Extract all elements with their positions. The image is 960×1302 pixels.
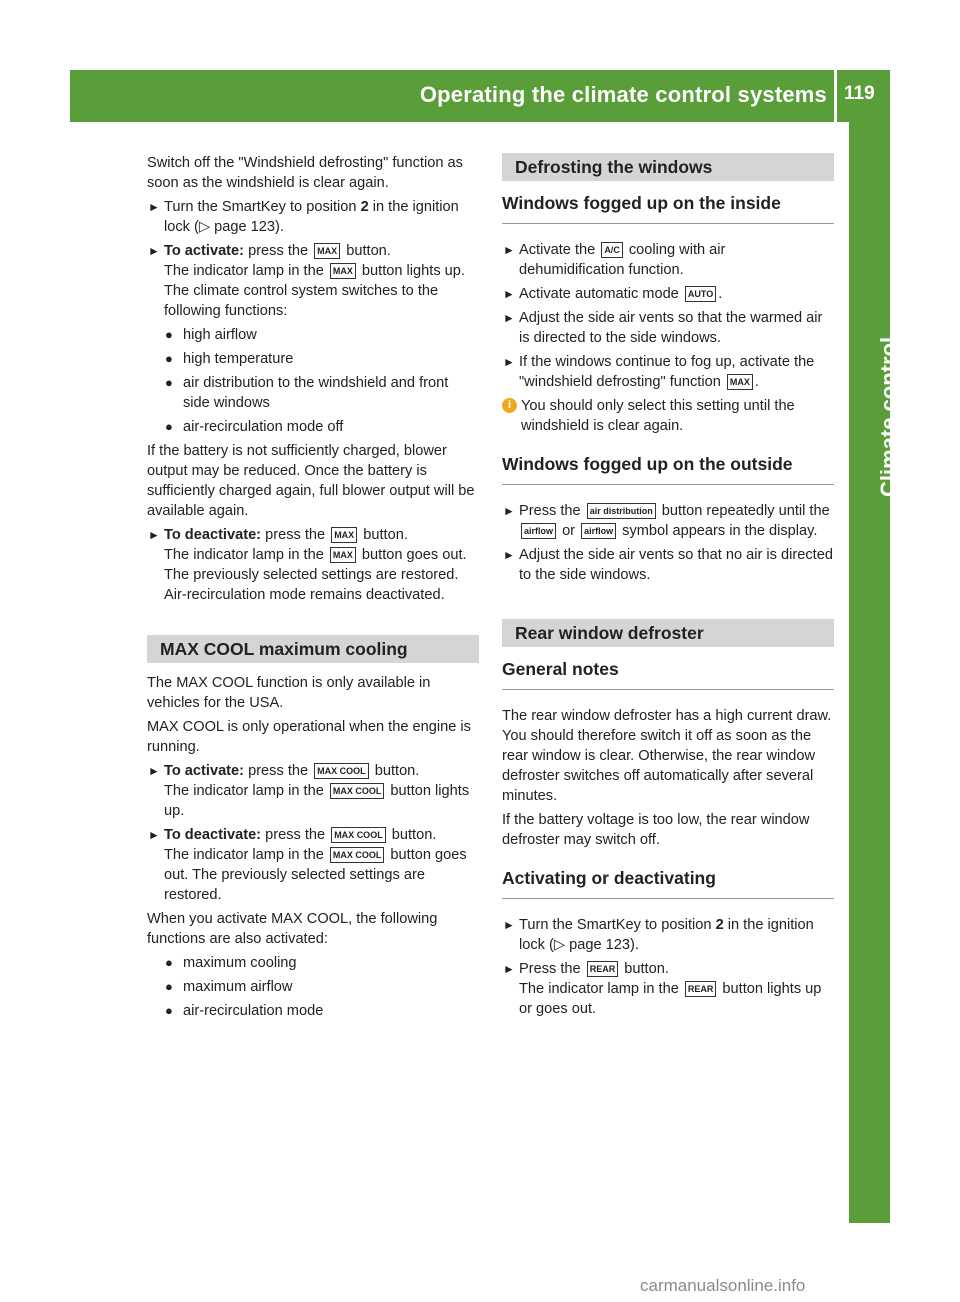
list-item: ● air distribution to the windshield and front side windows <box>165 375 449 411</box>
step-activate-ac: ► Activate the A/C cooling with air dehumidification function. <box>503 242 726 278</box>
step-arrow-icon: ► <box>503 355 515 369</box>
step-arrow-icon: ► <box>148 528 160 542</box>
bullet-icon: ● <box>165 351 173 366</box>
defrost-max-icon: MAX <box>330 547 356 563</box>
step-activate: ► To activate: press the MAX button. The indicator lamp in the MAX button lights up. The climate control system switches to the following functions: <box>148 243 465 319</box>
page-header-title: Operating the climate control systems <box>419 82 827 107</box>
page-number: 119 <box>844 83 875 104</box>
right-column <box>502 153 834 1023</box>
bullet-icon: ● <box>165 327 173 342</box>
list-item: ● air-recirculation mode off <box>165 419 344 435</box>
list-item: ● air-recirculation mode <box>165 1003 324 1019</box>
airflow-center-footwell-icon: airflow <box>581 523 616 539</box>
step-press-airflow: ► Press the air distribution button repeatedly until the airflow or airflow symbol appears in the display. <box>503 503 830 539</box>
subheading-fogged-outside: Windows fogged up on the outside <box>502 452 834 485</box>
step-adjust-vents-warm: ► Adjust the side air vents so that the warmed air is directed to the side windows. <box>503 310 823 346</box>
step-arrow-icon: ► <box>503 311 515 325</box>
bullet-icon: ● <box>165 955 173 970</box>
max-cool-functions-intro: When you activate MAX COOL, the following functions are also activated: <box>147 911 438 947</box>
list-item: ● maximum airflow <box>165 979 293 995</box>
general-note-1: The rear window defroster has a high current draw. You should therefore switch it off as soon as the rear window is clear. Otherwise, the rear window defroster switches off automatically after several minutes. <box>502 708 832 804</box>
section-heading-max-cool: MAX COOL maximum cooling <box>147 635 479 663</box>
step-press-rear: ► Press the REAR button. The indicator lamp in the REAR button lights up or goes out. <box>503 961 822 1017</box>
defrost-max-icon: MAX <box>331 527 357 543</box>
max-cool-engine-note: MAX COOL is only operational when the engine is running. <box>147 719 471 755</box>
step-arrow-icon: ► <box>503 548 515 562</box>
general-note-2: If the battery voltage is too low, the rear window defroster may switch off. <box>502 812 810 848</box>
step-arrow-icon: ► <box>148 244 160 258</box>
rear-defrost-icon: REAR <box>685 981 717 997</box>
header-bar <box>70 70 890 122</box>
air-distribution-icon: air distribution <box>587 503 656 519</box>
side-tab <box>849 122 890 1223</box>
step-deactivate: ► To deactivate: press the MAX button. The indicator lamp in the MAX button goes out. The previously selected settings are restored. Air-recirculation mode remains deactivated. <box>148 527 467 603</box>
list-item: ● high airflow <box>165 327 257 343</box>
max-cool-icon: MAX COOL <box>330 783 385 799</box>
page-ref-icon: ▷ <box>553 937 566 953</box>
step-arrow-icon: ► <box>148 200 160 214</box>
rear-defrost-icon: REAR <box>587 961 619 977</box>
max-cool-icon: MAX COOL <box>314 763 369 779</box>
defrost-max-icon: MAX <box>314 243 340 259</box>
step-max-cool-deactivate: ► To deactivate: press the MAX COOL button. The indicator lamp in the MAX COOL button goes out. The previously selected settings are restored. <box>148 827 467 903</box>
step-turn-key: ► Turn the SmartKey to position 2 in the ignition lock (▷ page 123). <box>148 199 459 235</box>
intro-text: Switch off the "Windshield defrosting" function as soon as the windshield is clear again. <box>147 155 463 191</box>
bullet-icon: ● <box>165 375 173 390</box>
step-arrow-icon: ► <box>503 287 515 301</box>
info-icon: i <box>502 398 517 413</box>
step-max-cool-activate: ► To activate: press the MAX COOL button. The indicator lamp in the MAX COOL button lights up. <box>148 763 470 819</box>
section-heading-rear-defroster: Rear window defroster <box>502 619 834 647</box>
auto-icon: AUTO <box>685 286 716 302</box>
step-arrow-icon: ► <box>148 828 160 842</box>
defrost-max-icon: MAX <box>330 263 356 279</box>
step-arrow-icon: ► <box>503 504 515 518</box>
step-turn-key-rear: ► Turn the SmartKey to position 2 in the ignition lock (▷ page 123). <box>503 917 814 953</box>
step-windshield-defrost: ► If the windows continue to fog up, activate the "windshield defrosting" function MAX . <box>503 354 815 390</box>
defrost-max-icon: MAX <box>727 374 753 390</box>
side-tab-label: Climate control <box>876 336 901 497</box>
info-note: i You should only select this setting until the windshield is clear again. <box>502 396 834 436</box>
step-auto-mode: ► Activate automatic mode AUTO . <box>503 286 723 302</box>
step-adjust-vents-no-air: ► Adjust the side air vents so that no air is directed to the side windows. <box>503 547 833 583</box>
step-arrow-icon: ► <box>503 243 515 257</box>
subheading-general-notes: General notes <box>502 657 834 690</box>
max-cool-icon: MAX COOL <box>330 847 385 863</box>
max-cool-icon: MAX COOL <box>331 827 386 843</box>
bullet-icon: ● <box>165 979 173 994</box>
watermark: carmanualsonline.info <box>640 1276 806 1295</box>
list-item: ● maximum cooling <box>165 955 297 971</box>
step-arrow-icon: ► <box>503 962 515 976</box>
bullet-icon: ● <box>165 419 173 434</box>
battery-note: If the battery is not sufficiently charged, blower output may be reduced. Once the battery is sufficiently charged again, full blower output will be available again. <box>147 443 475 519</box>
step-arrow-icon: ► <box>503 918 515 932</box>
max-cool-usa-note: The MAX COOL function is only available in vehicles for the USA. <box>147 675 431 711</box>
subheading-fogged-inside: Windows fogged up on the inside <box>502 191 834 224</box>
airflow-footwell-icon: airflow <box>521 523 556 539</box>
ac-icon: A/C <box>601 242 623 258</box>
list-item: ● high temperature <box>165 351 294 367</box>
subheading-activating: Activating or deactivating <box>502 866 834 899</box>
page-ref-icon: ▷ <box>198 219 211 235</box>
header-divider <box>834 70 837 122</box>
step-arrow-icon: ► <box>148 764 160 778</box>
bullet-icon: ● <box>165 1003 173 1018</box>
section-heading-defrosting: Defrosting the windows <box>502 153 834 181</box>
left-column <box>147 153 479 1025</box>
